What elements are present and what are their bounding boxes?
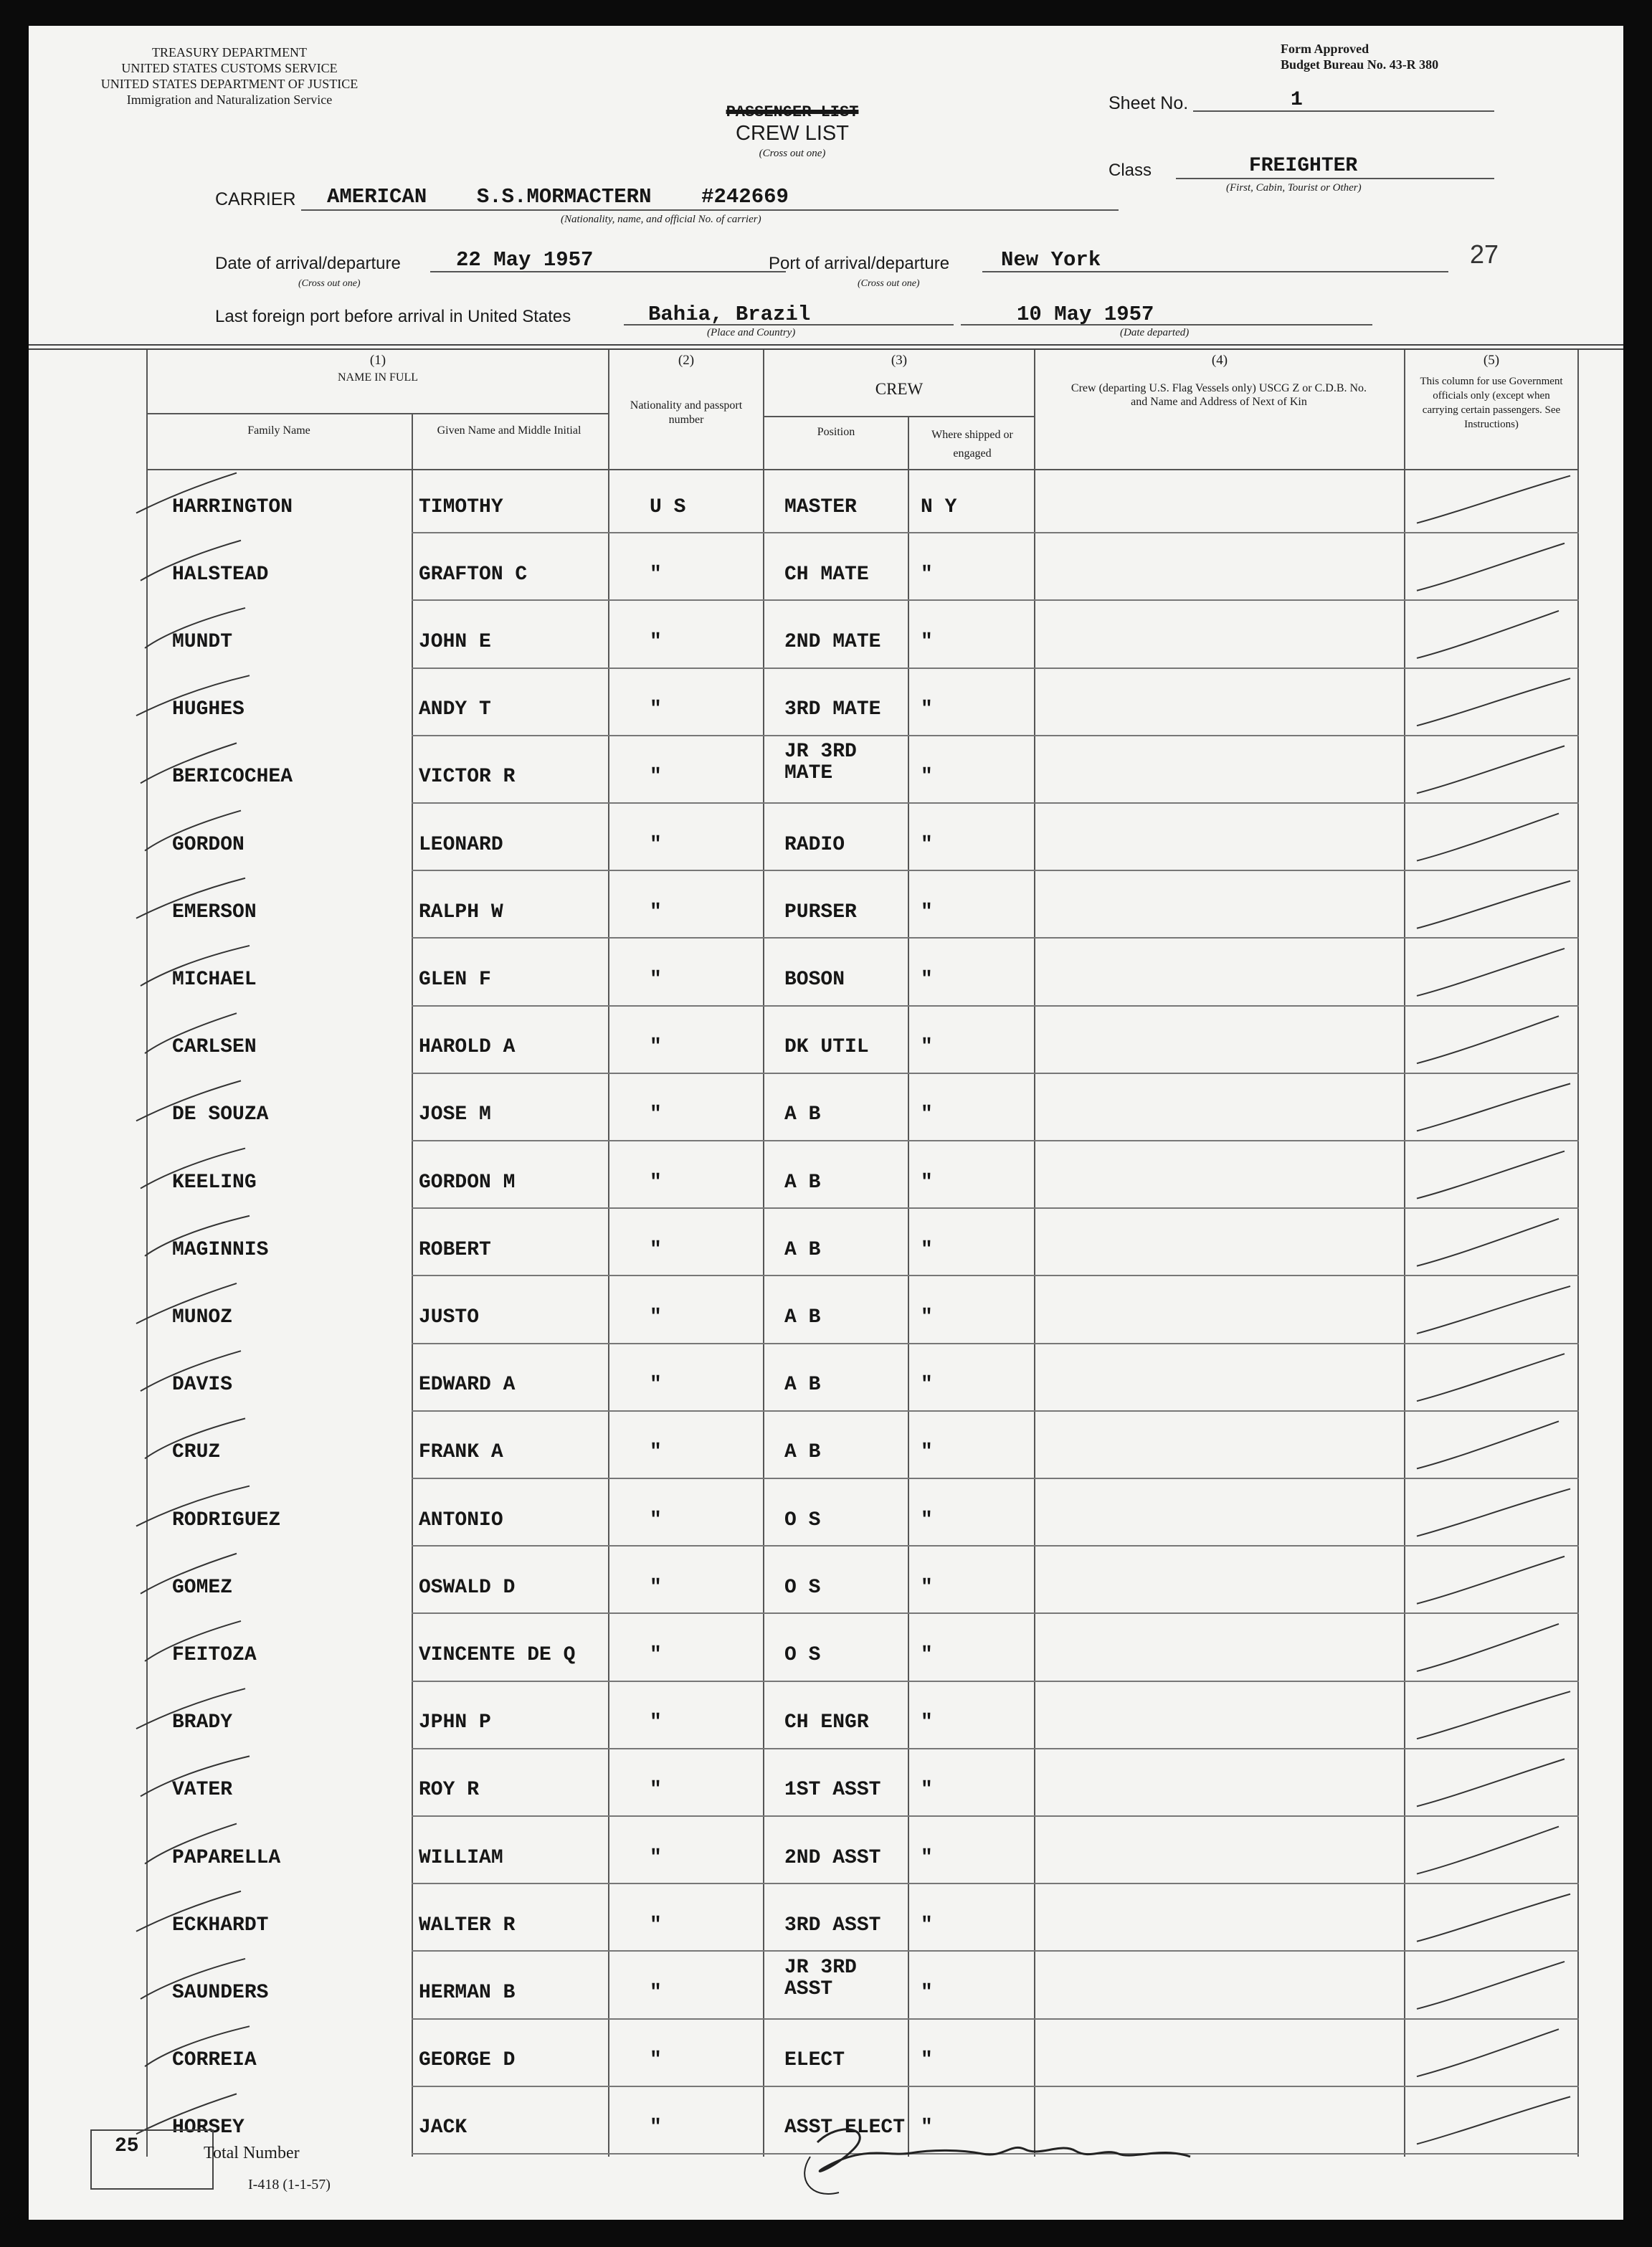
family-check-mark <box>141 1351 241 1391</box>
position-cell: A B <box>784 1103 821 1126</box>
family-check-mark <box>145 1216 250 1256</box>
official-check-mark <box>1417 1016 1559 1063</box>
given-name-cell: WILLIAM <box>419 1846 503 1869</box>
where-shipped-cell: " <box>921 833 933 856</box>
where-shipped-cell: " <box>921 630 933 653</box>
port-cross-note: (Cross out one) <box>858 278 920 289</box>
given-name-cell: GORDON M <box>419 1171 516 1194</box>
given-name-cell: EDWARD A <box>419 1374 516 1397</box>
official-check-mark <box>1417 1557 1565 1604</box>
family-check-mark <box>141 1554 237 1594</box>
sheet-number: 1 <box>1291 89 1303 111</box>
where-shipped-cell: " <box>921 1779 933 1802</box>
given-name-cell: ANDY T <box>419 698 491 721</box>
form-title: CREW LIST <box>736 122 849 145</box>
last-port-note: (Place and Country) <box>707 327 796 338</box>
family-check-mark <box>141 946 250 986</box>
family-name-cell: HARRINGTON <box>172 495 293 518</box>
position-cell: A B <box>784 1171 821 1194</box>
inspector-signature <box>789 2114 1219 2214</box>
family-check-mark <box>145 608 245 648</box>
official-check-mark <box>1417 2029 1559 2076</box>
family-name-cell: HALSTEAD <box>172 563 269 586</box>
nationality-cell: " <box>650 1103 662 1126</box>
family-check-mark <box>141 541 241 581</box>
port-value: New York <box>1001 248 1101 272</box>
official-check-mark <box>1417 1691 1570 1739</box>
family-check-mark <box>136 1688 245 1729</box>
departed-value: 10 May 1957 <box>1017 303 1154 326</box>
arrival-date-label: Date of arrival/departure <box>215 254 401 273</box>
position-cell: DK UTIL <box>784 1036 869 1059</box>
given-name-cell: JACK <box>419 2117 467 2139</box>
nationality-cell: " <box>650 1441 662 1464</box>
given-name-cell: LEONARD <box>419 833 503 856</box>
carrier-value: AMERICAN S.S.MORMACTERN #242669 <box>327 185 789 209</box>
given-name-cell: JUSTO <box>419 1306 480 1329</box>
arrival-cross-note: (Cross out one) <box>298 278 361 289</box>
official-check-mark <box>1417 1286 1570 1334</box>
official-check-mark <box>1417 2096 1570 2144</box>
where-shipped-cell: " <box>921 2049 933 2072</box>
given-name-cell: RALPH W <box>419 901 503 923</box>
official-check-mark <box>1417 814 1559 861</box>
nationality-cell: " <box>650 1914 662 1937</box>
family-name-cell: FEITOZA <box>172 1643 257 1666</box>
given-name-cell: ROY R <box>419 1779 480 1802</box>
family-check-mark <box>136 1486 250 1526</box>
agency-line: UNITED STATES CUSTOMS SERVICE <box>121 61 338 75</box>
official-check-mark <box>1417 1151 1565 1199</box>
port-label: Port of arrival/departure <box>769 254 950 273</box>
position-cell: 1ST ASST <box>784 1779 881 1802</box>
official-check-mark <box>1417 476 1570 523</box>
family-check-mark <box>136 473 237 513</box>
family-name-cell: GOMEZ <box>172 1576 233 1599</box>
official-check-mark <box>1417 1962 1565 2009</box>
departed-note: (Date departed) <box>1120 327 1190 338</box>
family-name-cell: EMERSON <box>172 901 257 923</box>
official-check-mark <box>1417 1894 1570 1942</box>
col1-title: NAME IN FULL <box>338 371 418 384</box>
family-name-cell: ECKHARDT <box>172 1914 269 1937</box>
family-name-cell: MAGINNIS <box>172 1238 269 1261</box>
col5-number: (5) <box>1483 353 1500 368</box>
family-name-cell: BRADY <box>172 1711 233 1734</box>
nationality-cell: " <box>650 563 662 586</box>
official-check-mark <box>1417 678 1570 726</box>
family-name-cell: SAUNDERS <box>172 1981 269 2004</box>
given-name-cell: GEORGE D <box>419 2049 516 2072</box>
position-cell: 3RD MATE <box>784 698 881 721</box>
given-name-cell: ANTONIO <box>419 1509 503 1531</box>
nationality-cell: " <box>650 1036 662 1059</box>
nationality-cell: " <box>650 1509 662 1531</box>
family-check-mark <box>141 1756 250 1796</box>
col1-number: (1) <box>369 353 386 368</box>
given-name-cell: GRAFTON C <box>419 563 528 586</box>
official-check-mark <box>1417 1219 1559 1266</box>
col5-title: This column for use Government officials only (except when carrying certain passengers. See Instructions) <box>1420 376 1563 430</box>
family-check-mark <box>136 675 250 716</box>
nationality-cell: " <box>650 833 662 856</box>
position-cell: 2ND MATE <box>784 630 881 653</box>
position-cell: BOSON <box>784 968 845 991</box>
nationality-cell: " <box>650 1576 662 1599</box>
family-check-mark <box>145 1013 237 1053</box>
position-cell: A B <box>784 1306 821 1329</box>
given-name-cell: VINCENTE DE Q <box>419 1643 576 1666</box>
where-shipped-cell: " <box>921 1441 933 1464</box>
check-marks <box>29 26 1623 2220</box>
nationality-cell: " <box>650 1374 662 1397</box>
given-name-cell: OSWALD D <box>419 1576 516 1599</box>
family-name-cell: GORDON <box>172 833 245 856</box>
budget-bureau-number: Budget Bureau No. 43-R 380 <box>1281 57 1439 72</box>
family-name-cell: HUGHES <box>172 698 245 721</box>
family-name-cell: HORSEY <box>172 2117 245 2139</box>
family-check-mark <box>136 1891 241 1932</box>
given-name-cell: GLEN F <box>419 968 491 991</box>
carrier-note: (Nationality, name, and official No. of carrier) <box>561 214 761 225</box>
agency-line: TREASURY DEPARTMENT <box>151 45 308 60</box>
position-header: Position <box>817 426 855 438</box>
position-cell: ELECT <box>784 2049 845 2072</box>
position-cell: A B <box>784 1441 821 1464</box>
total-number-box <box>90 2129 214 2190</box>
position-cell: O S <box>784 1509 821 1531</box>
official-check-mark <box>1417 949 1565 996</box>
family-check-mark <box>141 1959 245 1999</box>
family-check-mark <box>145 1824 237 1864</box>
family-check-mark <box>141 743 237 783</box>
where-shipped-cell: " <box>921 1036 933 1059</box>
class-value: FREIGHTER <box>1249 155 1358 177</box>
nationality-cell: " <box>650 766 662 789</box>
family-name-cell: BERICOCHEA <box>172 766 293 789</box>
nationality-cell: " <box>650 1643 662 1666</box>
family-name-cell: MUNOZ <box>172 1306 233 1329</box>
nationality-cell: " <box>650 1238 662 1261</box>
last-port-value: Bahia, Brazil <box>648 303 811 326</box>
given-name-cell: JPHN P <box>419 1711 491 1734</box>
title-note: (Cross out one) <box>759 148 826 159</box>
official-check-mark <box>1417 1827 1559 1874</box>
col4-number: (4) <box>1211 353 1228 368</box>
position-cell: A B <box>784 1238 821 1261</box>
last-port-label: Last foreign port before arrival in United States <box>215 307 571 326</box>
family-check-mark <box>145 2026 250 2066</box>
where-shipped-cell: " <box>921 1981 933 2004</box>
family-name-cell: PAPARELLA <box>172 1846 281 1869</box>
nationality-cell: " <box>650 1306 662 1329</box>
where-shipped-cell: " <box>921 1306 933 1329</box>
carrier-label: CARRIER <box>215 189 296 209</box>
position-cell: A B <box>784 1374 821 1397</box>
where-shipped-cell: " <box>921 766 933 789</box>
family-name-cell: DE SOUZA <box>172 1103 269 1126</box>
given-name-cell: FRANK A <box>419 1441 503 1464</box>
family-check-mark <box>136 878 245 918</box>
family-name-cell: CRUZ <box>172 1441 221 1464</box>
position-cell: JR 3RD ASST <box>784 1956 857 2000</box>
official-check-mark <box>1417 611 1559 658</box>
official-check-mark <box>1417 881 1570 928</box>
official-check-mark <box>1417 746 1565 793</box>
official-check-mark <box>1417 1624 1559 1671</box>
family-check-mark <box>141 1149 245 1189</box>
official-check-mark <box>1417 1354 1565 1401</box>
position-cell: CH ENGR <box>784 1711 869 1734</box>
family-name-cell: MUNDT <box>172 630 233 653</box>
position-cell: RADIO <box>784 833 845 856</box>
where-shipped-cell: " <box>921 1914 933 1937</box>
nationality-cell: " <box>650 2049 662 2072</box>
given-name-cell: HAROLD A <box>419 1036 516 1059</box>
class-label: Class <box>1109 161 1152 180</box>
col3-number: (3) <box>891 353 908 368</box>
crew-list-form <box>29 26 1623 2220</box>
position-cell: ASST ELECT <box>784 2117 906 2139</box>
col2-title: Nationality and passport number <box>630 399 743 426</box>
page-mark: 27 <box>1470 239 1499 269</box>
nationality-cell: " <box>650 968 662 991</box>
given-name-cell: WALTER R <box>419 1914 516 1937</box>
nationality-cell: U S <box>650 495 686 518</box>
position-cell: 3RD ASST <box>784 1914 881 1937</box>
total-number-value: 25 <box>115 2135 139 2157</box>
sheet-label: Sheet No. <box>1109 93 1189 113</box>
nationality-cell: " <box>650 1846 662 1869</box>
where-shipped-cell: " <box>921 1846 933 1869</box>
form-number: I-418 (1-1-57) <box>248 2177 331 2193</box>
where-shipped-cell: " <box>921 1374 933 1397</box>
given-name-header: Given Name and Middle Initial <box>437 424 581 437</box>
nationality-cell: " <box>650 1779 662 1802</box>
passenger-list-struck: PASSENGER LIST <box>726 103 859 121</box>
where-shipped-header: Where shipped or engaged <box>931 429 1013 460</box>
nationality-cell: " <box>650 2117 662 2139</box>
col2-number: (2) <box>678 353 695 368</box>
given-name-cell: JOSE M <box>419 1103 491 1126</box>
nationality-cell: " <box>650 698 662 721</box>
position-cell: O S <box>784 1576 821 1599</box>
family-check-mark <box>145 811 241 851</box>
nationality-cell: " <box>650 1711 662 1734</box>
where-shipped-cell: " <box>921 1238 933 1261</box>
col4-title: Crew (departing U.S. Flag Vessels only) USCG Z or C.D.B. No. and Name and Address of Next of Kin <box>1071 382 1367 408</box>
where-shipped-cell: " <box>921 1103 933 1126</box>
where-shipped-cell: " <box>921 698 933 721</box>
official-check-mark <box>1417 1083 1570 1131</box>
position-cell: 2ND ASST <box>784 1846 881 1869</box>
arrival-date-value: 22 May 1957 <box>456 248 594 272</box>
where-shipped-cell: " <box>921 1576 933 1599</box>
where-shipped-cell: " <box>921 1711 933 1734</box>
nationality-cell: " <box>650 1171 662 1194</box>
family-name-cell: RODRIGUEZ <box>172 1509 281 1531</box>
position-cell: CH MATE <box>784 563 869 586</box>
class-note: (First, Cabin, Tourist or Other) <box>1226 182 1362 194</box>
position-cell: JR 3RD MATE <box>784 741 857 785</box>
official-check-mark <box>1417 1489 1570 1536</box>
given-name-cell: HERMAN B <box>419 1981 516 2004</box>
where-shipped-cell: N Y <box>921 495 957 518</box>
nationality-cell: " <box>650 901 662 923</box>
official-check-mark <box>1417 1759 1565 1806</box>
family-check-mark <box>136 1080 241 1121</box>
total-number-label: Total Number <box>204 2144 300 2162</box>
official-check-mark <box>1417 543 1565 591</box>
family-check-mark <box>145 1621 241 1661</box>
family-name-cell: CORREIA <box>172 2049 257 2072</box>
col3-title: CREW <box>875 380 924 398</box>
family-check-mark <box>136 2094 237 2134</box>
given-name-cell: TIMOTHY <box>419 495 503 518</box>
family-name-cell: KEELING <box>172 1171 257 1194</box>
where-shipped-cell: " <box>921 968 933 991</box>
where-shipped-cell: " <box>921 1643 933 1666</box>
family-check-mark <box>136 1283 237 1324</box>
position-cell: O S <box>784 1643 821 1666</box>
where-shipped-cell: " <box>921 2117 933 2139</box>
family-name-cell: MICHAEL <box>172 968 257 991</box>
given-name-cell: VICTOR R <box>419 766 516 789</box>
agency-line: Immigration and Naturalization Service <box>126 92 333 107</box>
where-shipped-cell: " <box>921 1171 933 1194</box>
form-approved: Form Approved <box>1281 42 1369 56</box>
position-cell: PURSER <box>784 901 857 923</box>
family-name-cell: DAVIS <box>172 1374 233 1397</box>
where-shipped-cell: " <box>921 901 933 923</box>
given-name-cell: JOHN E <box>419 630 491 653</box>
given-name-cell: ROBERT <box>419 1238 491 1261</box>
official-check-mark <box>1417 1421 1559 1468</box>
family-name-header: Family Name <box>247 424 310 437</box>
where-shipped-cell: " <box>921 1509 933 1531</box>
nationality-cell: " <box>650 1981 662 2004</box>
position-cell: MASTER <box>784 495 857 518</box>
family-check-mark <box>145 1418 245 1458</box>
agency-line: UNITED STATES DEPARTMENT OF JUSTICE <box>100 77 359 91</box>
nationality-cell: " <box>650 630 662 653</box>
family-name-cell: CARLSEN <box>172 1036 257 1059</box>
family-name-cell: VATER <box>172 1779 233 1802</box>
where-shipped-cell: " <box>921 563 933 586</box>
